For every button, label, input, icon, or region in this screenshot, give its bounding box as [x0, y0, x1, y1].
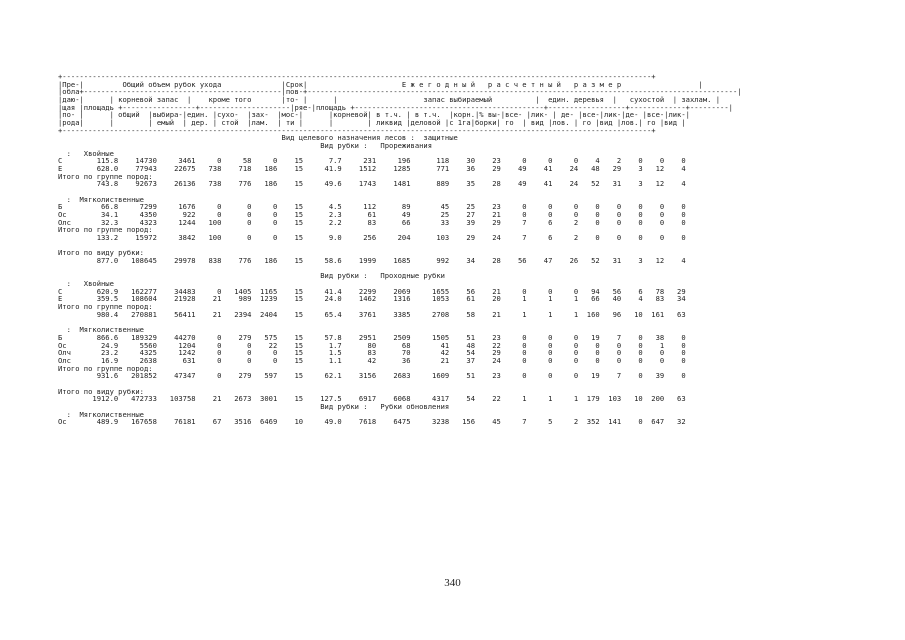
- report-line: Итого по группе пород:: [58, 171, 153, 181]
- report-line: 877.0 108645 29978 838 776 186 15 58.6 1999 1685 992 34 28 56 47 26 52 31 3 12 4: [58, 256, 686, 266]
- report-line: 980.4 270881 56411 21 2394 2404 15 65.4 3761 3385 2708 58 21 1 1 1 160 96 10 161 63: [58, 309, 686, 319]
- report-line: Б 866.6 189329 44270 0 279 575 15 57.8 2951 2509 1505 51 23 0 0 0 19 7 0 38 0: [58, 332, 686, 342]
- report-line: |рода| | | емый | дер. | стой |лам. | ти | | | ликвид |деловой |с 1га|борки| го | вид |лов. | го |вид |лов.| го |вид |: [58, 118, 686, 128]
- report-line: 133.2 15972 3842 100 0 0 15 9.0 256 204 103 29 24 7 6 2 0 0 0 0 0: [58, 233, 686, 243]
- report-line: Итого по группе пород:: [58, 225, 153, 235]
- report-line: : Мягколиственные: [58, 325, 144, 335]
- report-line: |обла+----------------------------------------------|пов-+----------------------------------------------------------------------------------------------------|: [58, 87, 742, 97]
- report-line: Вид рубки : Рубки обновления: [58, 401, 450, 411]
- report-line: Ос 34.1 4350 922 0 0 0 15 2.3 61 49 25 27 21 0 0 0 0 0 0 0 0: [58, 210, 686, 220]
- report-line: Итого по виду рубки:: [58, 248, 144, 258]
- page-number: 340: [444, 577, 461, 589]
- report-line: 743.8 92673 26136 738 776 186 15 49.6 1743 1481 889 35 28 49 41 24 52 31 3 12 4: [58, 179, 686, 189]
- report-line: |щая |площадь +-----------------+---------------------|ряе-|площадь +--------------------------------------------+------------------+-------------+---------|: [58, 102, 733, 112]
- report-line: Б 66.8 7299 1676 0 0 0 15 4.5 112 89 45 25 23 0 0 0 0 0 0 0 0: [58, 202, 686, 212]
- report-line: : Мягколиственные: [58, 409, 144, 419]
- report-line: Вид целевого назначения лесов : защитные: [58, 133, 458, 143]
- report-line: |по- | | общий |выбира-|един. |сухо- |зах- |мос-| |корневой| в т.ч. | в т.ч. |корн.|% вы-|все- |лик- | де- |все-|лик-|де- |все-|лик-|: [58, 110, 690, 120]
- report-line: [58, 188, 838, 196]
- report-line: Е 628.0 77943 22675 738 718 186 15 41.9 1512 1285 771 36 29 49 41 24 48 29 3 12 4: [58, 164, 686, 174]
- report-line: Вид рубки : Проходные рубки: [58, 271, 445, 281]
- report-line: : Хвойные: [58, 148, 114, 158]
- report-line: 931.6 201852 47347 0 279 597 15 62.1 3156 2683 1609 51 23 0 0 0 19 7 0 39 0: [58, 371, 686, 381]
- report-line: [58, 380, 838, 388]
- report-line: [58, 319, 838, 327]
- report-line: +-----------------------------------------------------------------------------------------------------------------------------------------+: [58, 125, 656, 135]
- report-line: |даю-| | корневой запас | кроме того |то- | | запас выбираемый | един. деревья | сухостой | захлам. |: [58, 95, 721, 105]
- report-line: : Хвойные: [58, 279, 114, 289]
- report-line: Вид рубки : Прореживания: [58, 141, 433, 151]
- report-line: Олч 23.2 4325 1242 0 0 0 15 1.5 83 70 42 54 29 0 0 0 0 0 0 0 0: [58, 348, 686, 358]
- forest-report-table: [58, 73, 838, 434]
- report-line: : Мягколиственные: [58, 194, 144, 204]
- report-line: Итого по группе пород:: [58, 302, 153, 312]
- report-line: 1912.0 472733 103758 21 2673 3001 15 127.5 6917 6068 4317 54 22 1 1 1 179 103 10 200 63: [58, 394, 686, 404]
- report-line: Итого по виду рубки:: [58, 386, 144, 396]
- report-line: [58, 426, 838, 434]
- report-line: Ос 489.9 167658 76181 67 3516 6469 10 49.0 7618 6475 3238 156 45 7 5 2 352 141 0 647 32: [58, 417, 686, 427]
- report-line: Олс 16.9 2638 631 0 0 0 15 1.1 42 36 21 37 24 0 0 0 0 0 0 0 0: [58, 355, 686, 365]
- report-line: Итого по группе пород:: [58, 363, 153, 373]
- report-line: С 115.8 14730 3461 0 58 0 15 7.7 231 196 118 30 23 0 0 0 4 2 0 0 0: [58, 156, 686, 166]
- report-line: +-----------------------------------------------------------------------------------------------------------------------------------------+: [58, 73, 656, 81]
- report-line: С 620.9 162277 34483 0 1405 1165 15 41.4 2299 2069 1655 56 21 0 0 0 94 56 6 78 29: [58, 286, 686, 296]
- report-line: Е 359.5 108604 21928 21 989 1239 15 24.0 1462 1316 1053 61 20 1 1 1 66 40 4 83 34: [58, 294, 686, 304]
- report-line: |Пре-| Общий объем рубок ухода |Срок| Е ж е г о д н ы й р а с ч е т н ы й р а з м е р |: [58, 79, 703, 89]
- report-line: Ос 24.9 5560 1204 0 0 22 15 1.7 80 68 41 48 22 0 0 0 0 0 0 1 0: [58, 340, 686, 350]
- report-line: Олс 32.3 4323 1244 100 0 0 15 2.2 83 66 33 39 29 7 6 2 0 0 0 0 0: [58, 217, 686, 227]
- report-line: [58, 242, 838, 250]
